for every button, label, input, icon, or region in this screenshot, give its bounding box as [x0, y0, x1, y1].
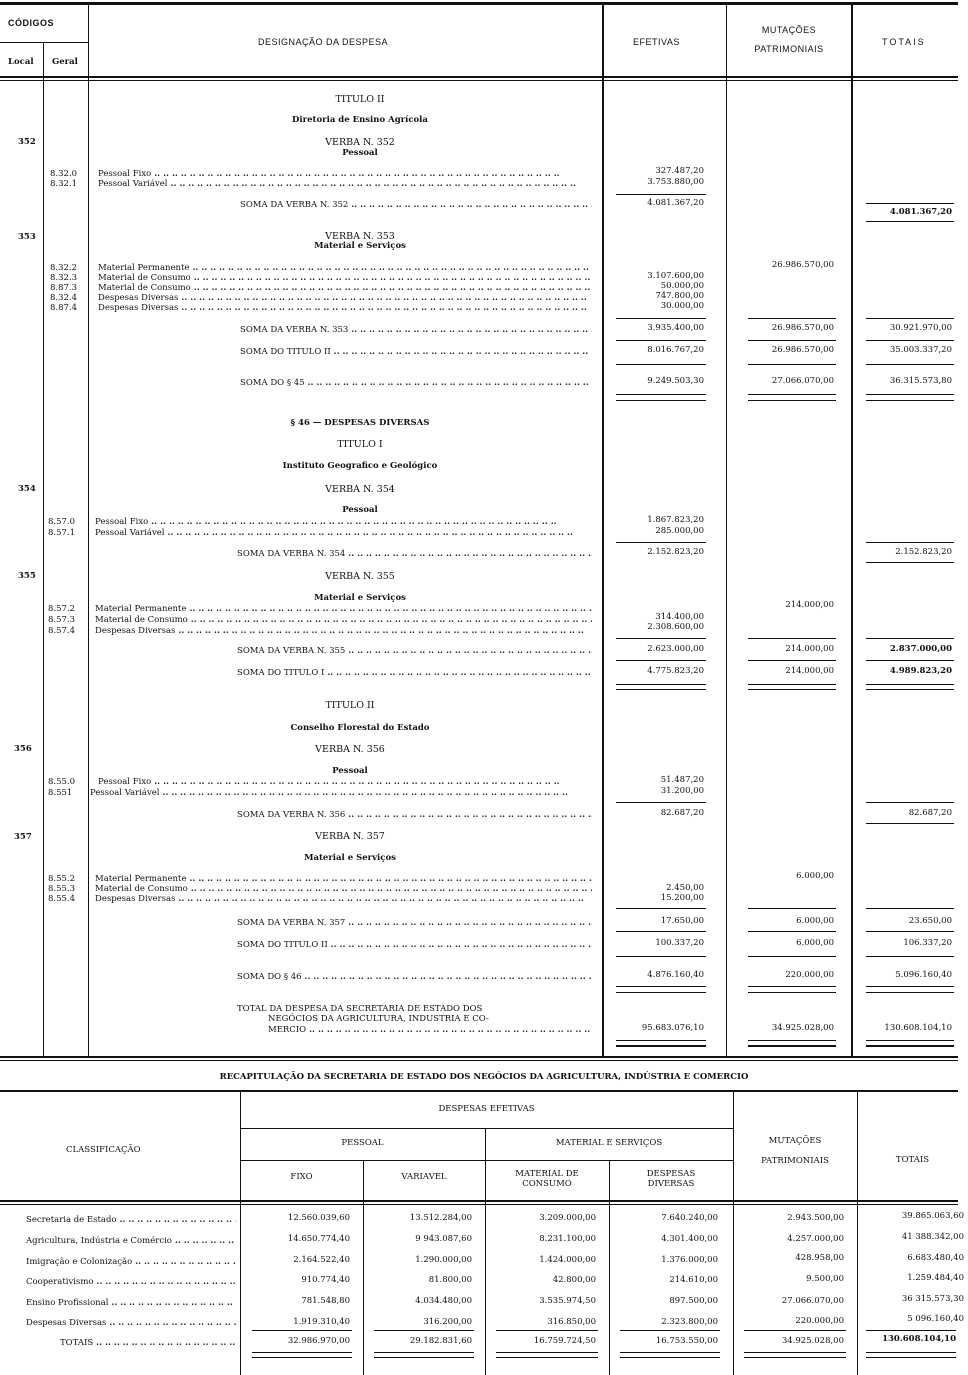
soma-efetivas: 3.935.400,00 — [647, 323, 704, 333]
sum-rule — [866, 802, 954, 803]
soma-par-efetivas: 9.249.503,30 — [647, 376, 704, 386]
sum-rule — [866, 908, 954, 909]
recap-col-mutacoes-1: MUTAÇÕES — [768, 1136, 822, 1146]
item-label: Material de Consumo .. .. — [98, 273, 592, 284]
recap-cell: 1.259.484,40 — [907, 1273, 964, 1283]
recap-cell: 316.200,00 — [423, 1317, 472, 1327]
local-code: 353 — [18, 232, 36, 242]
sum-rule — [616, 194, 706, 195]
recap-cell: 1.919.310,40 — [293, 1317, 350, 1327]
recap-inner-rule — [240, 1160, 733, 1161]
item-code: 8.57.2 — [48, 604, 76, 614]
recap-row-label: Secretaria de Estado .. .. — [26, 1215, 236, 1226]
soma-total: 82.687,20 — [908, 808, 952, 818]
recap-col-variavel: VARIAVEL — [401, 1172, 447, 1182]
verba-sub: Material e Serviços — [314, 241, 406, 251]
sum-rule — [748, 638, 836, 639]
sum-rule — [748, 660, 836, 661]
sum-rule — [866, 638, 954, 639]
double-rule — [866, 1045, 954, 1047]
col-line-efetivas — [602, 5, 604, 1057]
recap-double-rule — [744, 1357, 846, 1358]
paragraph-heading: § 46 — DESPESAS DIVERSAS — [290, 418, 430, 428]
double-rule — [616, 986, 706, 987]
sum-rule — [616, 638, 706, 639]
recap-title: RECAPITULAÇÃO DA SECRETARIA DE ESTADO DOS NEGÓCIOS DA AGRICULTURA, INDÚSTRIA E COMERCIO — [219, 1072, 749, 1082]
soma-total: 2.152.823,20 — [895, 547, 952, 557]
recap-cell: 220.000,00 — [795, 1316, 844, 1326]
soma-par-mutacoes: 220.000,00 — [785, 970, 834, 980]
col-line-geral — [88, 5, 89, 1057]
item-efetivas: 31.200,00 — [660, 786, 704, 796]
recap-total-rule — [620, 1330, 720, 1331]
verba-sub: Pessoal — [342, 148, 378, 158]
total-rule — [866, 562, 954, 563]
recap-col-line — [733, 1092, 734, 1375]
item-code: 8.57.3 — [48, 615, 76, 625]
double-rule — [866, 400, 954, 401]
recap-totais-label: TOTAIS .. .. — [60, 1338, 236, 1349]
recap-cell: 2.323.800,00 — [661, 1317, 718, 1327]
recap-top-border — [0, 1090, 958, 1092]
recap-col-diversas-1: DESPESAS — [646, 1169, 696, 1179]
sum-rule — [616, 931, 706, 932]
recap-double-rule — [252, 1352, 352, 1353]
soma-par-mutacoes: 27.066.070,00 — [771, 376, 834, 386]
recap-cell: 9 943.087,60 — [415, 1234, 472, 1244]
col-line-totais — [851, 5, 853, 1057]
recap-double-rule — [620, 1357, 720, 1358]
item-label: Pessoal Fixo .. .. — [95, 517, 592, 528]
grand-total-mutacoes: 34.925.028,00 — [771, 1023, 834, 1033]
grand-total-line-3: MERCIO .. .. — [268, 1025, 592, 1036]
soma-par-total: 5.096.160,40 — [895, 970, 952, 980]
item-label: Material Permanente .. .. — [95, 874, 592, 885]
recap-row-label: Cooperativismo .. .. — [26, 1277, 236, 1288]
item-efetivas: 2.450,00 — [666, 883, 704, 893]
sum-rule — [616, 908, 706, 909]
item-efetivas: 30.000,00 — [660, 301, 704, 311]
recap-double-rule — [374, 1352, 474, 1353]
recap-cell: 42.800,00 — [552, 1275, 596, 1285]
soma-titulo-efetivas: 4.775.823,20 — [647, 666, 704, 676]
recap-cell: 214.610,00 — [669, 1275, 718, 1285]
double-rule — [748, 400, 836, 401]
recap-cell: 1.290.000,00 — [415, 1255, 472, 1265]
soma-efetivas: 4.081.367,20 — [647, 198, 704, 208]
sum-rule — [616, 364, 706, 365]
recap-col-consumo-1: MATERIAL DE — [515, 1169, 579, 1179]
sum-rule — [748, 956, 836, 957]
soma-total: 30.921.970,00 — [889, 323, 952, 333]
recap-col-mutacoes-2: PATRIMONIAIS — [761, 1156, 829, 1166]
sum-rule — [748, 318, 836, 319]
sum-rule — [616, 956, 706, 957]
item-label: Pessoal Fixo .. .. — [98, 169, 592, 180]
double-rule — [616, 1045, 706, 1047]
item-mutacoes: 214.000,00 — [785, 600, 834, 610]
soma-total: 4.081.367,20 — [889, 207, 952, 217]
item-code: 8.87.4 — [50, 303, 78, 313]
total-rule — [866, 203, 954, 204]
item-efetivas: 3.107.600,00 — [647, 271, 704, 281]
item-label: Pessoal Variável .. .. — [90, 788, 592, 799]
local-header: Local — [8, 57, 34, 67]
double-rule — [866, 1040, 954, 1041]
recap-cell: 4.257.000,00 — [787, 1234, 844, 1244]
recap-cell: 2.943.500,00 — [787, 1213, 844, 1223]
item-efetivas: 327.487,20 — [655, 166, 704, 176]
designacao-header: DESIGNAÇÃO DA DESPESA — [258, 37, 389, 47]
recap-cell: 8.231.100,00 — [539, 1234, 596, 1244]
col-line-local — [43, 42, 44, 1057]
soma-titulo-mutacoes: 26.986.570,00 — [771, 345, 834, 355]
recap-total-rule — [496, 1330, 598, 1331]
item-mutacoes: 26.986.570,00 — [771, 260, 834, 270]
item-label: Despesas Diversas .. .. — [95, 894, 592, 905]
local-code: 357 — [14, 832, 32, 842]
double-rule — [748, 1045, 836, 1047]
item-label: Pessoal Variável .. .. — [95, 528, 592, 539]
item-code: 8.32.2 — [50, 263, 78, 273]
sum-rule — [748, 340, 836, 341]
recap-row-label: Imigração e Colonização .. .. — [26, 1257, 236, 1268]
efetivas-header: EFETIVAS — [633, 37, 680, 47]
item-label: Material de Consumo .. .. — [95, 884, 592, 895]
recap-cell: 36 315.573,30 — [901, 1294, 964, 1304]
local-code: 355 — [18, 571, 36, 581]
recap-col-line — [240, 1092, 241, 1375]
sum-rule — [616, 802, 706, 803]
soma-verba-label: SOMA DA VERBA N. 354 .. .. — [237, 549, 592, 560]
double-rule — [748, 1040, 836, 1041]
recap-cell: 81.800,00 — [428, 1275, 472, 1285]
recap-row-label: Despesas Diversas .. .. — [26, 1318, 236, 1329]
item-code: 8.55.4 — [48, 894, 76, 904]
geral-header: Geral — [52, 57, 78, 67]
double-rule — [866, 986, 954, 987]
item-label: Despesas Diversas .. .. — [98, 303, 592, 314]
titulo-heading: TITULO II — [325, 700, 375, 711]
recap-total-rule — [252, 1330, 352, 1331]
recap-total-rule — [374, 1330, 474, 1331]
soma-titulo-efetivas: 100.337,20 — [655, 938, 704, 948]
sum-rule — [866, 542, 954, 543]
recap-cell: 2.164.522,40 — [293, 1255, 350, 1265]
item-code: 8.55.2 — [48, 874, 76, 884]
recap-cell: 12.560.039,60 — [287, 1213, 350, 1223]
recap-total-cell: 130.608.104,10 — [882, 1334, 956, 1344]
totais-header: TOTAIS — [882, 37, 926, 47]
recap-cell: 781.548,80 — [301, 1296, 350, 1306]
recap-double-rule — [252, 1357, 352, 1358]
double-rule — [616, 992, 706, 993]
recap-double-rule — [866, 1357, 956, 1358]
local-code: 354 — [18, 484, 36, 494]
double-rule — [616, 684, 706, 685]
recap-col-classificacao: CLASSIFICAÇÃO — [66, 1145, 141, 1155]
recap-row-label: Agricultura, Indústria e Comércio .. .. — [26, 1236, 236, 1247]
verba-heading: VERBA N. 356 — [315, 744, 385, 755]
soma-par-total: 36.315.573,80 — [889, 376, 952, 386]
recap-total-cell: 16.753.550,00 — [655, 1336, 718, 1346]
recap-double-rule — [496, 1357, 598, 1358]
soma-titulo-label: SOMA DO TITULO II .. .. — [237, 940, 592, 951]
item-code: 8.57.4 — [48, 626, 76, 636]
recap-double-rule — [744, 1352, 846, 1353]
sum-rule — [866, 931, 954, 932]
total-rule — [866, 823, 954, 824]
item-efetivas: 285.000,00 — [655, 526, 704, 536]
item-efetivas: 2.308.600,00 — [647, 622, 704, 632]
subtitle: Diretoria de Ensino Agrícola — [292, 115, 428, 125]
recap-col-line — [609, 1160, 610, 1375]
sum-rule — [748, 908, 836, 909]
soma-mutacoes: 26.986.570,00 — [771, 323, 834, 333]
recap-cell: 6.683.480,40 — [907, 1253, 964, 1263]
recap-total-cell: 16.759.724,50 — [533, 1336, 596, 1346]
item-label: Material Permanente .. .. — [98, 263, 592, 274]
subtitle: Conselho Florestal do Estado — [290, 723, 430, 733]
recap-cell: 27.066.070,00 — [781, 1296, 844, 1306]
double-rule — [616, 689, 706, 690]
item-label: Material de Consumo .. .. — [98, 283, 592, 294]
verba-sub: Material e Serviços — [304, 853, 396, 863]
sum-rule — [866, 660, 954, 661]
soma-par-label: SOMA DO § 46 .. .. — [237, 972, 592, 983]
sum-rule — [616, 660, 706, 661]
double-rule — [748, 394, 836, 395]
sum-rule — [866, 340, 954, 341]
item-code: 8.32.1 — [50, 179, 78, 189]
sum-rule — [748, 364, 836, 365]
recap-cell: 7.640.240,00 — [661, 1213, 718, 1223]
recap-double-rule — [866, 1352, 956, 1353]
double-rule — [866, 684, 954, 685]
soma-verba-label: SOMA DA VERBA N. 356 .. .. — [237, 810, 592, 821]
item-efetivas: 314.400,00 — [655, 612, 704, 622]
double-rule — [616, 1040, 706, 1041]
recap-col-line — [485, 1128, 486, 1375]
soma-efetivas: 82.687,20 — [660, 808, 704, 818]
double-rule — [616, 394, 706, 395]
recap-cell: 5 096.160,40 — [907, 1314, 964, 1324]
verba-heading: VERBA N. 352 — [325, 137, 395, 148]
recap-row-label: Ensino Profissional .. .. — [26, 1298, 236, 1309]
local-code: 356 — [14, 744, 32, 754]
soma-verba-label: SOMA DA VERBA N. 357 .. .. — [237, 918, 592, 929]
recap-cell: 1.376.000,00 — [661, 1255, 718, 1265]
grand-total-line-1: TOTAL DA DESPESA DA SECRETARIA DE ESTADO DOS — [237, 1004, 483, 1014]
item-label: Material Permanente .. .. — [95, 604, 592, 615]
soma-efetivas: 2.623.000,00 — [647, 644, 704, 654]
top-border — [0, 2, 958, 5]
sum-rule — [616, 318, 706, 319]
recap-total-cell: 32.986.970,00 — [287, 1336, 350, 1346]
item-label: Despesas Diversas .. .. — [98, 293, 592, 304]
item-efetivas: 50.000,00 — [660, 281, 704, 291]
soma-verba-label: SOMA DA VERBA N. 353 .. .. — [240, 325, 592, 336]
soma-total: 23.650,00 — [908, 916, 952, 926]
soma-titulo-mutacoes: 214.000,00 — [785, 666, 834, 676]
verba-sub: Material e Serviços — [314, 593, 406, 603]
sum-rule — [616, 340, 706, 341]
item-code: 8.32.4 — [50, 293, 78, 303]
titulo-heading: TITULO I — [337, 439, 383, 450]
grand-total-line-2: NEGÓCIOS DA AGRICULTURA, INDUSTRIA E CO- — [268, 1014, 489, 1024]
soma-verba-label: SOMA DA VERBA N. 352 .. .. — [240, 200, 592, 211]
item-label: Despesas Diversas .. .. — [95, 626, 592, 637]
recap-col-material-servicos: MATERIAL E SERVIÇOS — [555, 1138, 663, 1148]
double-rule — [748, 684, 836, 685]
verba-heading: VERBA N. 353 — [325, 231, 395, 242]
item-code: 8.55.0 — [48, 777, 76, 787]
double-rule — [748, 992, 836, 993]
grand-total-efetivas: 95.683.076,10 — [641, 1023, 704, 1033]
recap-col-line — [857, 1092, 858, 1375]
header-bottom-border — [0, 76, 958, 78]
item-efetivas: 3.753.880,00 — [647, 177, 704, 187]
recap-cell: 9.500,00 — [806, 1274, 844, 1284]
table-bottom-border — [0, 1056, 958, 1058]
recap-cell: 1.424.000,00 — [539, 1255, 596, 1265]
verba-heading: VERBA N. 355 — [325, 571, 395, 582]
recap-cell: 428.958,00 — [795, 1253, 844, 1263]
recap-cell: 316.850,00 — [547, 1317, 596, 1327]
recap-col-despesas-efetivas: DESPESAS EFETIVAS — [438, 1104, 535, 1114]
item-label: Material de Consumo .. .. — [95, 615, 592, 626]
item-efetivas: 15.200,00 — [660, 893, 704, 903]
item-code: 8.57.0 — [48, 517, 76, 527]
local-code: 352 — [18, 137, 36, 147]
sum-rule — [866, 364, 954, 365]
recap-cell: 897.500,00 — [669, 1296, 718, 1306]
recap-double-rule — [620, 1352, 720, 1353]
recap-cell: 39.865.063,60 — [901, 1211, 964, 1221]
recap-cell: 910.774,40 — [301, 1275, 350, 1285]
mutacoes-header-2: PATRIMONIAIS — [754, 44, 824, 54]
recap-cell: 4.034.480,00 — [415, 1296, 472, 1306]
recap-col-pessoal: PESSOAL — [341, 1138, 384, 1148]
titulo-heading: TITULO II — [335, 94, 385, 105]
total-rule — [866, 221, 954, 222]
recap-cell: 3.535.974,50 — [539, 1296, 596, 1306]
verba-heading: VERBA N. 354 — [325, 484, 395, 495]
recap-total-rule — [744, 1330, 846, 1331]
grand-total-total: 130.608.104,10 — [884, 1023, 952, 1033]
item-code: 8.32.3 — [50, 273, 78, 283]
codigos-header: CÓDIGOS — [8, 18, 55, 28]
recap-header-bottom — [0, 1200, 958, 1202]
header-bottom-border-2 — [0, 80, 958, 81]
soma-total: 2.837.000,00 — [889, 644, 952, 654]
verba-sub: Pessoal — [332, 766, 368, 776]
soma-par-label: SOMA DO § 45 .. .. — [240, 378, 592, 389]
double-rule — [866, 394, 954, 395]
recap-total-cell: 34.925.028,00 — [781, 1336, 844, 1346]
recap-col-line — [363, 1160, 364, 1375]
recap-double-rule — [496, 1352, 598, 1353]
soma-efetivas: 17.650,00 — [660, 916, 704, 926]
sum-rule — [866, 318, 954, 319]
item-code: 8.32.0 — [50, 169, 78, 179]
subtitle: Instituto Geografico e Geológico — [282, 461, 438, 471]
recap-cell: 41 388.342,00 — [901, 1232, 964, 1242]
soma-mutacoes: 214.000,00 — [785, 644, 834, 654]
item-efetivas: 1.867.823,20 — [647, 515, 704, 525]
sum-rule — [616, 542, 706, 543]
item-code: 8.55.3 — [48, 884, 76, 894]
recap-cell: 4.301.400,00 — [661, 1234, 718, 1244]
recap-cell: 13.512.284,00 — [409, 1213, 472, 1223]
double-rule — [866, 689, 954, 690]
soma-titulo-total: 35.003.337,20 — [889, 345, 952, 355]
verba-sub: Pessoal — [342, 505, 378, 515]
recap-col-consumo-2: CONSUMO — [522, 1179, 572, 1189]
soma-mutacoes: 6.000,00 — [796, 916, 834, 926]
item-label: Pessoal Fixo .. .. — [98, 777, 592, 788]
item-code: 8.551 — [48, 788, 73, 798]
codigos-divider — [0, 42, 88, 43]
double-rule — [866, 992, 954, 993]
recap-inner-rule — [240, 1128, 733, 1129]
soma-titulo-label: SOMA DO TITULO II .. .. — [240, 347, 592, 358]
double-rule — [748, 689, 836, 690]
item-mutacoes: 6.000,00 — [796, 871, 834, 881]
soma-titulo-efetivas: 8.016.767,20 — [647, 345, 704, 355]
item-efetivas: 747.800,00 — [655, 291, 704, 301]
recap-col-totais: TOTAIS — [895, 1155, 930, 1165]
recap-header-bottom-2 — [0, 1204, 958, 1205]
recap-double-rule — [374, 1357, 474, 1358]
double-rule — [616, 400, 706, 401]
recap-col-diversas-2: DIVERSAS — [647, 1179, 695, 1189]
item-code: 8.57.1 — [48, 528, 76, 538]
recap-col-fixo: FIXO — [290, 1172, 313, 1182]
soma-par-efetivas: 4.876.160,40 — [647, 970, 704, 980]
verba-heading: VERBA N. 357 — [315, 831, 385, 842]
soma-titulo-total: 106.337,20 — [903, 938, 952, 948]
mutacoes-header-1: MUTAÇÕES — [761, 25, 817, 35]
soma-titulo-mutacoes: 6.000,00 — [796, 938, 834, 948]
recap-total-cell: 29.182.831,60 — [409, 1336, 472, 1346]
item-label: Pessoal Variável .. .. — [98, 179, 592, 190]
soma-verba-label: SOMA DA VERBA N. 355 .. .. — [237, 646, 592, 657]
double-rule — [748, 986, 836, 987]
item-code: 8.87.3 — [50, 283, 78, 293]
recap-cell: 3.209.000,00 — [539, 1213, 596, 1223]
sum-rule — [748, 931, 836, 932]
soma-efetivas: 2.152.823,20 — [647, 547, 704, 557]
recap-total-rule — [866, 1330, 956, 1331]
item-efetivas: 51.487,20 — [660, 775, 704, 785]
recap-cell: 14.650.774,40 — [287, 1234, 350, 1244]
soma-titulo-label: SOMA DO TITULO I .. .. — [237, 668, 592, 679]
soma-titulo-total: 4.989.823,20 — [889, 666, 952, 676]
col-line-mutacoes — [726, 5, 727, 1057]
table-bottom-border-2 — [0, 1060, 958, 1061]
sum-rule — [866, 956, 954, 957]
